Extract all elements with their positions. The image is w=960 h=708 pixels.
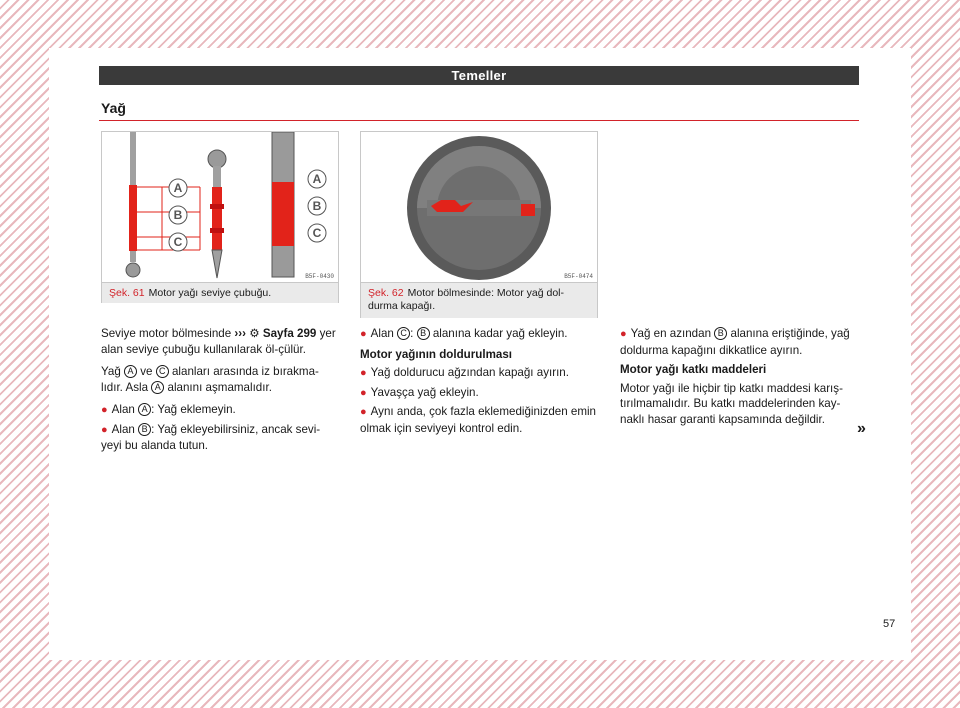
section-title: Yağ: [101, 100, 126, 116]
dipstick-2-neck: [213, 166, 221, 188]
figure-code: B5F-0430: [305, 273, 334, 280]
label-b-right: B: [312, 199, 322, 213]
text-segment: Yağ doldurucu ağzından kapağı ayırın.: [370, 366, 569, 379]
continued-marker: »: [857, 420, 866, 437]
text-segment: Yağ en azından: [630, 327, 712, 340]
dipstick-drawing: [102, 132, 338, 282]
text-segment: :: [410, 327, 414, 340]
text-segment: alanına kadar yağ ekleyin.: [432, 327, 568, 340]
engine-compartment-icon: ⚙: [249, 327, 260, 340]
caption-text: Motor bölmesinde: Motor yağ dol-durma kapağı.: [368, 287, 565, 312]
oil-cap-illustration: [361, 132, 597, 282]
list-item: [620, 326, 856, 358]
page-number: 57: [883, 618, 896, 630]
label-b: B: [173, 208, 183, 222]
text-segment: Alan: [111, 403, 135, 416]
figure-caption: [102, 282, 338, 303]
paragraph-intro: [101, 326, 337, 357]
figure-dipstick: [101, 131, 339, 303]
dipstick-illustration: [102, 132, 338, 282]
marker-c: C: [156, 365, 169, 378]
figure-code: B5F-0474: [564, 273, 593, 280]
marker-a: A: [151, 381, 164, 394]
dipstick-2-head: [208, 150, 226, 168]
reference-arrow: ›››: [234, 327, 246, 340]
subheading-filling: Motor yağının doldurulması: [360, 347, 513, 361]
label-a-right: A: [312, 172, 322, 186]
bullet-icon: ●: [620, 328, 627, 340]
dipstick-3-marking: [272, 182, 294, 246]
text-segment: yer alan seviye çubuğu kullanılarak öl-çülür.: [101, 327, 336, 356]
text-segment: alanları arasında iz bırakma-lıdır. Asla: [101, 365, 319, 394]
dipstick-2-tip: [212, 250, 222, 278]
bullet-icon: ●: [360, 328, 367, 340]
list-item: [360, 326, 596, 343]
text-segment: Yağ: [101, 365, 121, 378]
list-item: [360, 404, 596, 436]
dipstick-1-tip: [126, 263, 140, 277]
figure-oil-cap: [360, 131, 598, 318]
text-segment: Alan: [111, 422, 135, 436]
marker-b: B: [417, 327, 430, 340]
text-segment: alanını aşmamalıdır.: [167, 380, 272, 394]
caption-text: Motor yağı seviye çubuğu.: [148, 287, 272, 299]
label-connectors: [137, 187, 200, 250]
text-segment: Seviye motor bölmesinde: [101, 327, 232, 340]
section-divider: [99, 120, 859, 121]
label-c: C: [173, 235, 183, 249]
subheading-additives: Motor yağı katkı maddeleri: [620, 363, 767, 376]
bullet-icon: ●: [360, 367, 367, 379]
bullet-icon: ●: [360, 386, 367, 399]
bullet-icon: ●: [360, 406, 367, 418]
figure-caption: [361, 282, 597, 318]
dipstick-2-notch-1: [210, 204, 224, 209]
page: [49, 48, 911, 660]
marker-a: A: [138, 403, 151, 416]
text-segment: : Yağ ekleyebilirsiniz, ancak sevi-yeyi bu alanda tutun.: [101, 422, 321, 452]
text-column-3: [620, 326, 856, 434]
label-c-right: C: [312, 226, 322, 240]
list-item: [101, 422, 337, 454]
marker-a: A: [124, 365, 137, 378]
list-item: [101, 402, 337, 419]
caption-label: Şek. 61: [109, 287, 145, 299]
text-segment: Alan: [370, 327, 394, 340]
dipstick-2-notch-2: [210, 228, 224, 233]
paragraph-additives: Motor yağı ile hiçbir tip katkı maddesi karış-tırılmamalıdır. Bu katkı maddelerinden kay-naklı hasar garanti kapsamında değildir.: [620, 381, 843, 426]
manual-icon: [521, 204, 535, 216]
marker-c: C: [397, 327, 410, 340]
bullet-icon: ●: [101, 404, 108, 416]
label-a: A: [173, 181, 183, 195]
text-segment: alanına eriştiğinde, yağ doldurma kapağını dikkatlice ayırın.: [620, 327, 850, 357]
marker-b: B: [138, 423, 151, 436]
page-reference[interactable]: Sayfa 299: [262, 327, 317, 340]
caption-label: Şek. 62: [368, 287, 404, 299]
list-item: [360, 385, 596, 402]
paragraph-level: [101, 364, 337, 395]
text-segment: ve: [140, 365, 153, 378]
text-segment: Yavaşça yağ ekleyin.: [370, 385, 479, 399]
dipstick-2-marking: [212, 187, 222, 250]
list-item: [360, 365, 596, 382]
dipstick-1-marking: [129, 185, 137, 251]
text-column-2: [360, 326, 596, 439]
text-column-1: [101, 326, 337, 457]
chapter-header: Temeller: [99, 66, 859, 85]
oil-cap-drawing: [361, 132, 597, 282]
text-segment: : Yağ eklemeyin.: [151, 403, 236, 416]
bullet-icon: ●: [101, 423, 108, 436]
text-segment: Aynı anda, çok fazla eklemediğinizden emin olmak için seviyeyi kontrol edin.: [360, 405, 597, 435]
marker-b: B: [714, 327, 727, 340]
